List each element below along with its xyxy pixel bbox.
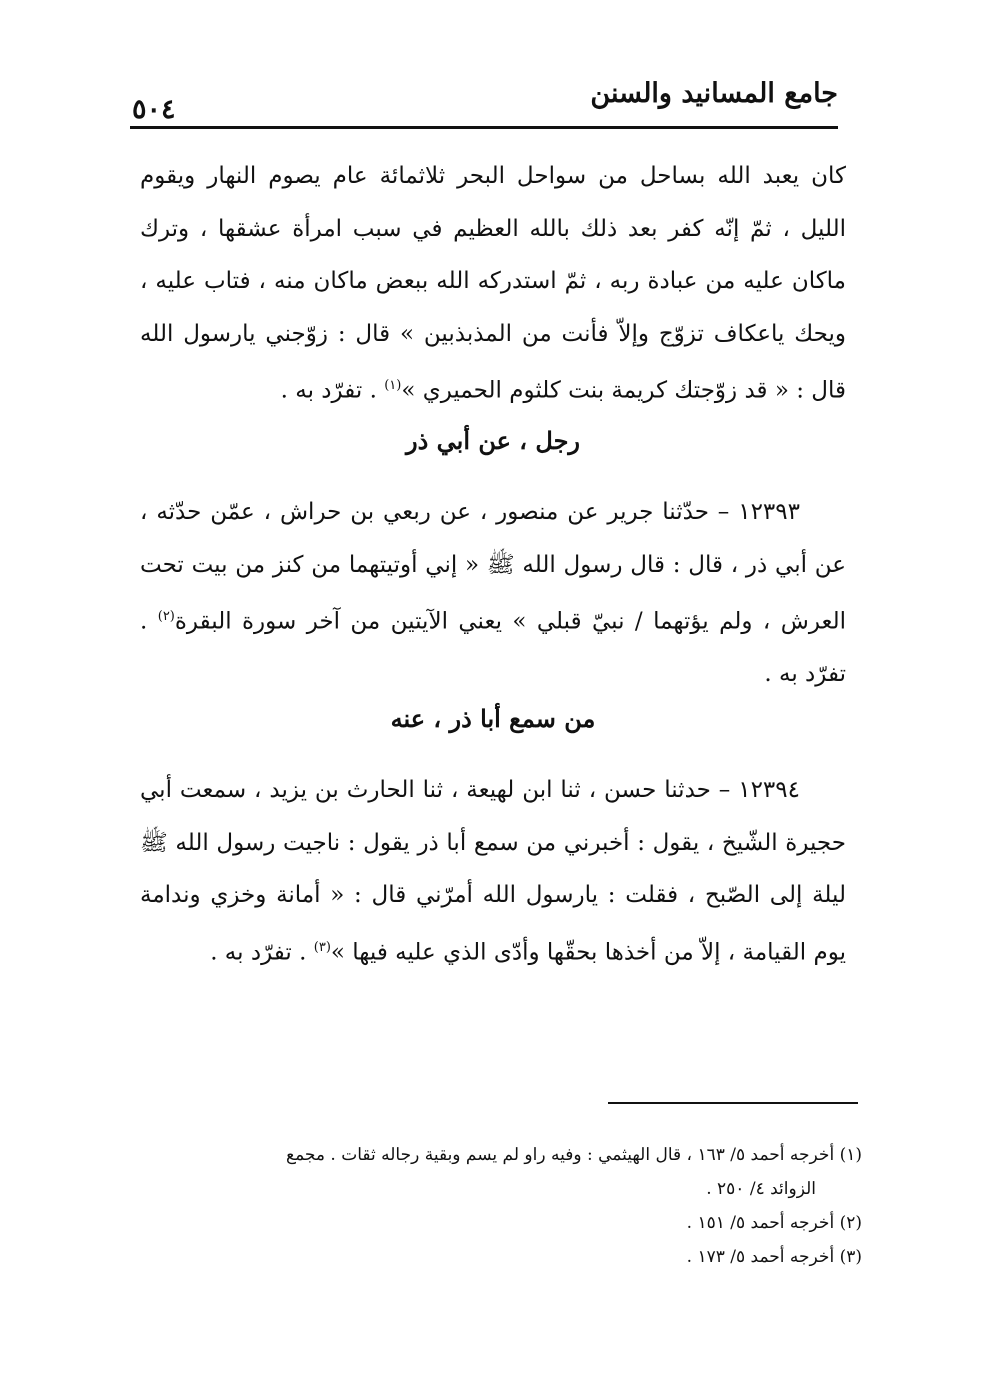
hadith-body: – حدّثنا جرير عن منصور ، عن ربعي بن حراش ، عمّن حدّثه ، عن أبي ذر ، قال : قال رسول الله ﷺ « إني أوتيتهما من كنز من بيت تحت العرش ، ولم يؤتهما / نبيّ قبلي » يعني الآيتين من آخر سورة البقرة (140, 499, 847, 635)
footnote-2 (138, 1206, 862, 1240)
footnote-ref-2: (٢) (157, 609, 175, 624)
running-header-title: جامع المسانيد والسنن (590, 78, 838, 109)
footnote-3 (138, 1240, 862, 1274)
hadith-tail: . تفرّد به . (210, 939, 314, 966)
footnote-ref-3: (٣) (313, 939, 331, 955)
footnote-ref-1: (١) (384, 378, 402, 393)
section-heading: من سمع أبا ذر ، عنه (390, 704, 596, 733)
hadith-number: ١٢٣٩٣ (738, 499, 800, 525)
footnote-1 (138, 1138, 862, 1206)
footnote-marker: (١) (839, 1145, 862, 1165)
paragraph-tail: . تفرّد به . (280, 377, 385, 404)
footnote-text-continued: الزوائد ٤/ ٢٥٠ . (706, 1179, 816, 1199)
hadith-12394 (140, 764, 846, 979)
footnote-text: أخرجه أحمد ٥/ ١٦٣ ، قال الهيثمي : وفيه راو لم يسم وبقية رجاله ثقات . مجمع (286, 1145, 840, 1165)
hadith-tail: . تفرّد به . (140, 608, 846, 688)
footnote-marker: (٣) (839, 1247, 862, 1267)
footnote-text: أخرجه أحمد ٥/ ١٥١ . (686, 1213, 840, 1233)
footnotes (138, 1138, 862, 1274)
hadith-text (140, 486, 846, 701)
footnote-text: أخرجه أحمد ٥/ ١٧٣ . (686, 1247, 840, 1267)
footnote-marker: (٢) (839, 1213, 862, 1233)
footnote-separator (608, 1102, 858, 1104)
page-number: ٥٠٤ (132, 94, 176, 125)
hadith-body: – حدثنا حسن ، ثنا ابن لهيعة ، ثنا الحارث بن يزيد ، سمعت أبي حجيرة الشّيخ ، يقول : أخبرني من سمع أبا ذر يقول : ناجيت رسول الله ﷺ ليلة إلى الصّبح ، فقلت : يارسول الله أمرّني قال : « أمانة وخزي وندامة يوم القيامة ، إلاّ من أخذها بحقّها وأدّى الذي عليه فيها » (140, 777, 847, 966)
section-heading: رجل ، عن أبي ذر (406, 426, 580, 455)
hadith-text (140, 764, 846, 979)
hadith-number: ١٢٣٩٤ (738, 777, 800, 803)
paragraph-continuation (140, 150, 846, 417)
paragraph-text: كان يعبد الله بساحل من سواحل البحر ثلاثمائة عام يصوم النهار ويقوم الليل ، ثمّ إنّه كفر بعد ذلك بالله العظيم في سبب امرأة عشقها ، وترك ماكان عليه من عبادة ربه ، ثمّ استدركه الله ببعض ماكان منه ، فتاب عليه ، ويحك ياعكاف تزوّج وإلاّ فأنت من المذبذبين » قال : زوّجني يارسول الله قال : « قد زوّجتك كريمة بنت كلثوم الحميري » (140, 163, 846, 404)
header-rule (130, 126, 838, 129)
hadith-12393 (140, 486, 846, 701)
